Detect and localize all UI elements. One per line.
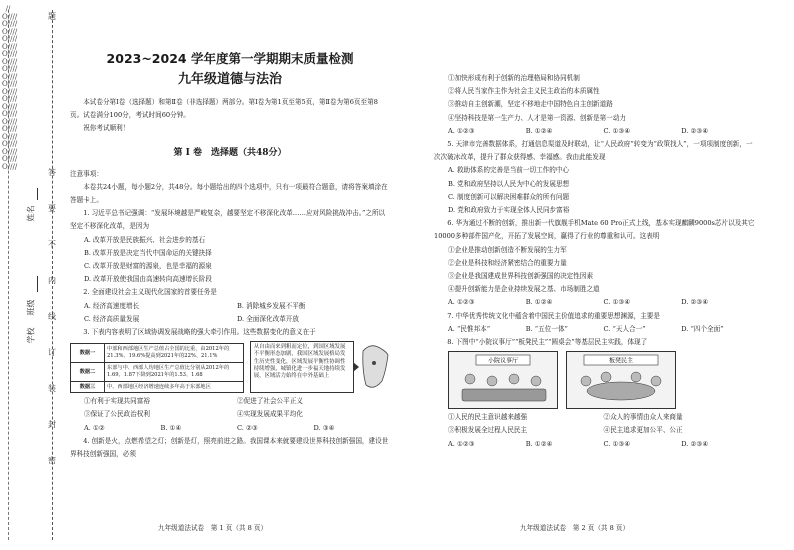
table-value: 中、西部地区经济增速连续多年高于东部地区 bbox=[105, 382, 244, 393]
cartoon-discussion-right bbox=[566, 351, 676, 409]
question-8-options-row bbox=[434, 411, 759, 424]
table-key: 数据二 bbox=[71, 363, 105, 382]
cartoon-discussion-left bbox=[448, 351, 558, 409]
binding-word: 密 bbox=[48, 456, 56, 465]
binding-strip bbox=[0, 0, 60, 550]
map-illustration bbox=[360, 341, 390, 393]
question-8-choice[interactable]: C. ①③④ bbox=[603, 439, 631, 448]
name-underline bbox=[37, 188, 38, 200]
question-2-option[interactable]: D. 全面深化改革开放 bbox=[237, 314, 299, 323]
question-4-choice[interactable]: C. ①③④ bbox=[603, 126, 631, 135]
exam-subtitle: 九年级道德与法治 bbox=[177, 72, 282, 87]
section-title: 第 Ⅰ 卷 选择题（共48分） bbox=[173, 147, 287, 158]
question-8-cartoons bbox=[448, 351, 759, 409]
class-label: 班级 bbox=[26, 299, 36, 316]
question-3-choice[interactable]: A. ①② bbox=[84, 423, 105, 432]
binding-word: 订 bbox=[48, 348, 56, 357]
page-2-column bbox=[434, 72, 759, 451]
class-underline bbox=[37, 276, 38, 292]
page-2-footer: 九年级道法试卷 第 2 页（共 8 页） bbox=[520, 524, 630, 532]
question-4-choices bbox=[434, 125, 759, 138]
question-2-option[interactable]: C. 经济高质量发展 bbox=[84, 314, 140, 323]
question-7-choices bbox=[434, 323, 759, 336]
exam-title: 2023~2024 学年度第一学期期末质量检测 bbox=[106, 51, 354, 66]
cartoon-left-sign: 小院议事厅 bbox=[487, 357, 519, 365]
question-8-choices bbox=[434, 438, 759, 451]
question-1-stem: 1. 习近平总书记强调：“发展环境越是严峻复杂，越要坚定不移深化改革……应对风险挑战冲击。”之所以坚定不移深化改革，是因为 bbox=[70, 209, 386, 231]
question-8-options-row bbox=[434, 424, 759, 437]
question-5-option[interactable]: D. 党和政府致力于实现全体人民同步富裕 bbox=[448, 206, 570, 215]
question-3-option[interactable]: ①有利于实现共同富裕 bbox=[84, 397, 150, 406]
binding-word: 内 bbox=[48, 276, 56, 285]
question-3-choice[interactable]: D. ③④ bbox=[313, 423, 335, 432]
binding-word: 装 bbox=[48, 384, 56, 393]
question-2-options-row bbox=[70, 313, 390, 326]
page-1-footer: 九年级道法试卷 第 1 页（共 8 页） bbox=[158, 524, 268, 532]
question-5-option[interactable]: C. 制度创新可以解决困难群众的所有问题 bbox=[448, 192, 570, 201]
binding-word: 线 bbox=[48, 312, 56, 321]
question-2-option[interactable]: A. 经济高速度增长 bbox=[84, 301, 140, 310]
table-key: 数据三 bbox=[71, 382, 105, 393]
question-6-choice[interactable]: D. ②③④ bbox=[681, 298, 709, 307]
binding-word: 不 bbox=[48, 240, 56, 249]
question-4-choice[interactable]: A. ①②③ bbox=[448, 126, 475, 135]
binding-word: 要 bbox=[48, 204, 56, 213]
question-6-option[interactable]: ②企业是科技和经济紧密结合的重要力量 bbox=[448, 258, 567, 267]
table-row bbox=[71, 344, 244, 363]
table-key: 数据一 bbox=[71, 344, 105, 363]
question-3-table bbox=[70, 343, 244, 393]
question-8-choice[interactable]: A. ①②③ bbox=[448, 439, 475, 448]
question-6-option[interactable]: ③企业是我国建成世界科技创新强国的决定性因素 bbox=[448, 272, 594, 281]
question-3-material bbox=[70, 341, 390, 393]
class-field[interactable] bbox=[18, 299, 44, 316]
question-3-options-row bbox=[70, 395, 390, 408]
question-4-option[interactable]: ①加快形成有利于创新的治理格局和协同机制 bbox=[448, 74, 580, 82]
question-2-option[interactable]: B. 消除城乡发展不平衡 bbox=[237, 301, 306, 310]
question-3-stem: 3. 下表内容表明了区域协调发展战略的强大牵引作用。这些数据变化的意义在于 bbox=[83, 328, 316, 337]
question-4-option[interactable]: ④坚持科技是第一生产力、人才是第一资源、创新是第一动力 bbox=[448, 113, 627, 122]
notice-text: 本卷共24小题，每小题2分，共48分。每小题给出的四个选项中，只有一项最符合题意，请将答案填涂在答题卡上。 bbox=[70, 182, 388, 205]
binding-word: 封 bbox=[48, 420, 56, 429]
question-8-option[interactable]: ④民主追求更加公平、公正 bbox=[603, 426, 683, 435]
table-value: 东部与中、西部人均地区生产总值比分别从2012年的1.69、1.87下降到2021年的1.53、1.68 bbox=[105, 363, 244, 382]
cartoon-right-sign: 板凳民主 bbox=[608, 357, 634, 365]
question-4-stem: 4. 创新是火，点燃希望之灯；创新是灯，照亮前进之路。我国课本来就要建设世界科技创新强国，建设世界科技创新强国，必须 bbox=[70, 436, 389, 459]
question-3-options-row bbox=[70, 408, 390, 421]
binding-slashes: //O////O////O////O////O////O////O////O////O////O////O////O////O////O////O////O////O////O////O////O////O//// bbox=[2, 5, 18, 171]
question-6-choices bbox=[434, 296, 759, 309]
question-4-option[interactable]: ③推动自主创新潮，坚定不移地走中国特色自主创新道路 bbox=[448, 100, 613, 109]
question-1-option[interactable]: B. 改革开放是决定当代中国命运的关键抉择 bbox=[84, 248, 212, 257]
exam-wish: 祝你考试顺利！ bbox=[83, 124, 130, 133]
question-3-choice[interactable]: B. ①④ bbox=[160, 423, 182, 432]
question-7-stem: 7. 中华优秀传统文化中蕴含着中国民主价值追求的重要思想渊源，主要是 bbox=[447, 311, 660, 320]
question-8-choice[interactable]: B. ①②④ bbox=[525, 439, 553, 448]
question-7-choice[interactable]: D. “四个全面” bbox=[681, 324, 724, 333]
question-8-option[interactable]: ③积极发展全过程人民民主 bbox=[448, 426, 528, 435]
question-3-choice[interactable]: C. ②③ bbox=[237, 423, 258, 432]
school-field[interactable] bbox=[18, 327, 44, 344]
question-5-option[interactable]: A. 救助体系的完善是当前一切工作的中心 bbox=[448, 166, 570, 175]
question-6-choice[interactable]: A. ①②③ bbox=[448, 298, 475, 307]
question-3-note: 从自由而来到粗而定位，到国区域发展不平衡形态加剧，我国区域发展格局发生历史性变化，区域发展平衡性协调性持续增强，城镇化进一步福天地持续发展，区域活力始终在中外基础上 bbox=[253, 344, 346, 380]
question-8-stem: 8. 下图中“小院议事厅”“板凳民主”“圆桌会”等基层民主实践，体现了 bbox=[447, 338, 648, 347]
question-8-option[interactable]: ①人民的民主意识越来越强 bbox=[448, 413, 528, 422]
table-row bbox=[71, 363, 244, 382]
notice-heading: 注意事项： bbox=[70, 169, 103, 178]
question-6-option[interactable]: ①企业是推动创新创造不断发展的生力军 bbox=[448, 245, 567, 254]
exam-instructions: 本试卷分第Ⅰ卷（选择题）和第Ⅱ卷（非选择题）两部分。第Ⅰ卷为第1页至第5页，第Ⅱ卷为第6页至第8页。试卷满分100分，考试时间60分钟。 bbox=[70, 98, 378, 120]
question-3-choices bbox=[70, 422, 390, 435]
question-6-choice[interactable]: B. ①②④ bbox=[525, 298, 553, 307]
question-8-option[interactable]: ②众人的事情由众人来商量 bbox=[603, 413, 683, 422]
question-5-option[interactable]: B. 党和政府坚持以人民为中心的发展思想 bbox=[448, 179, 570, 188]
question-3-option[interactable]: ②促进了社会公平正义 bbox=[237, 397, 303, 406]
binding-warning bbox=[44, 10, 60, 492]
question-3-option[interactable]: ④实现发展成果平均化 bbox=[237, 410, 303, 419]
question-6-choice[interactable]: C. ①③④ bbox=[603, 298, 631, 307]
question-6-stem: 6. 华为通过不断的创新，推出新一代旗舰手机Mate 60 Pro正式上线，基本实现麒麟9000s芯片以及其它10000多种部件国产化，开拓了发展空间，赢得了行业的尊重和认可。这表明 bbox=[434, 219, 755, 241]
arrow-icon bbox=[353, 362, 359, 372]
school-label: 学校 bbox=[26, 327, 36, 344]
question-5-stem: 5. 天津市完善数据体系，打通信息渠道及时联动，让“人民政府”转变为“政策找人”，一项项制度创新，一次次破冰改革，提升了群众获得感、幸福感。我由此能发现 bbox=[434, 140, 753, 162]
table-value: 中部和西部地区生产总值占全国的比重，由2012年的21.3%、19.6%提高到2021年的22%、21.1% bbox=[105, 344, 244, 363]
binding-word: 答 bbox=[48, 168, 56, 177]
question-2-options-row bbox=[70, 300, 390, 313]
page-1-column bbox=[70, 30, 390, 461]
question-7-choice[interactable]: A. “民惟邦本” bbox=[448, 324, 491, 333]
name-label: 姓名 bbox=[26, 205, 36, 222]
binding-word: 题 bbox=[48, 12, 56, 21]
question-3-note-box bbox=[250, 341, 355, 393]
question-4-option[interactable]: ②将人民当家作主作为社会主义民主政治的本质属性 bbox=[448, 87, 600, 96]
question-1-option[interactable]: D. 改革开放使我国由高速转向高速增长阶段 bbox=[84, 275, 212, 284]
table-row bbox=[71, 382, 244, 393]
question-7-choice[interactable]: B. “五位一体” bbox=[525, 324, 568, 333]
question-1-option[interactable]: C. 改革开放是财富的源泉，也是幸福的源泉 bbox=[84, 262, 212, 271]
question-6-option[interactable]: ④提升创新能力是企业持续发展之基、市场制胜之道 bbox=[448, 285, 600, 294]
question-7-choice[interactable]: C. “天人合一” bbox=[603, 324, 646, 333]
question-3-option[interactable]: ③保证了公民政治权利 bbox=[84, 410, 150, 419]
question-8-choice[interactable]: D. ②③④ bbox=[681, 439, 709, 448]
question-4-choice[interactable]: B. ①②④ bbox=[525, 126, 553, 135]
question-1-option[interactable]: A. 改革开放是民族振兴、社会进步的基石 bbox=[84, 235, 206, 244]
question-4-choice[interactable]: D. ②③④ bbox=[681, 126, 709, 135]
question-2-stem: 2. 全面建设社会主义现代化国家的首要任务是 bbox=[83, 288, 217, 297]
name-field[interactable] bbox=[18, 205, 44, 222]
